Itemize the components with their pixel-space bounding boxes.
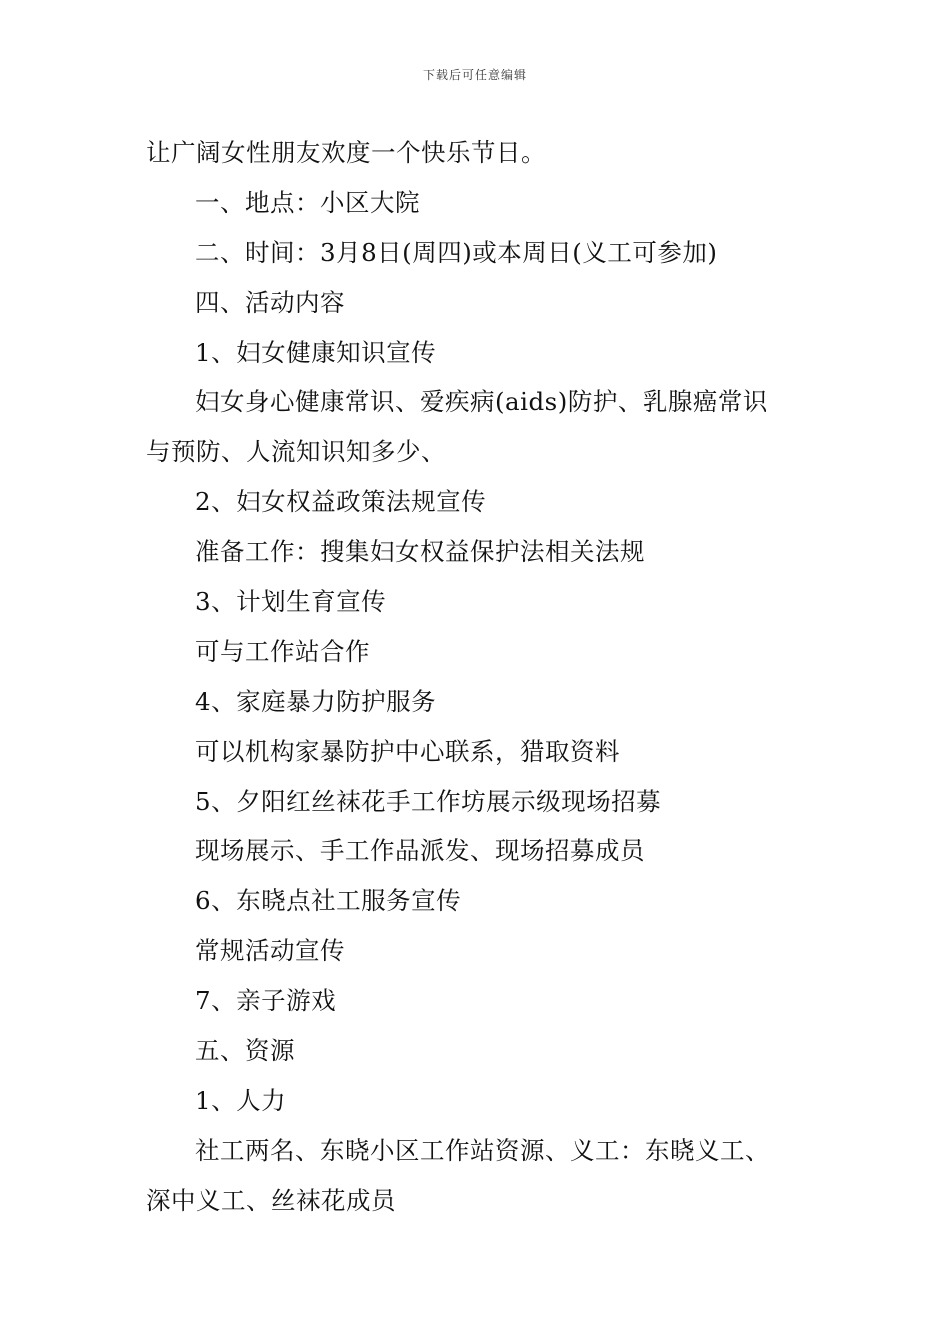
text-line: 可与工作站合作: [195, 636, 370, 666]
text-line: 可以机构家暴防护中心联系，猎取资料: [195, 736, 620, 766]
text-line: 4、家庭暴力防护服务: [195, 686, 437, 716]
text-line: 5、夕阳红丝袜花手工作坊展示级现场招募: [195, 786, 662, 816]
text-line: 社工两名、东晓小区工作站资源、义工：东晓义工、: [195, 1135, 770, 1165]
text-line: 四、活动内容: [195, 287, 345, 317]
text-line: 常规活动宣传: [195, 936, 345, 966]
text-line: 与预防、人流知识知多少、: [146, 437, 446, 467]
page-header-note: 下载后可任意编辑: [422, 68, 527, 82]
text-line: 2、妇女权益政策法规宣传: [195, 487, 487, 517]
text-line: 现场展示、手工作品派发、现场招募成员: [195, 836, 645, 866]
text-line: 3、计划生育宣传: [195, 587, 387, 617]
text-line: 1、妇女健康知识宣传: [195, 337, 437, 367]
text-line: 一、地点：小区大院: [195, 187, 420, 217]
text-line: 1、人力: [195, 1085, 287, 1115]
text-line: 7、亲子游戏: [195, 986, 337, 1016]
text-line: 让广阔女性朋友欢度一个快乐节日。: [146, 138, 546, 167]
document-body: [146, 128, 816, 1226]
text-line: 准备工作：搜集妇女权益保护法相关法规: [195, 537, 645, 567]
text-line: 二、时间：3月8日(周四)或本周日(义工可参加): [195, 237, 718, 267]
text-line: 五、资源: [195, 1036, 295, 1066]
text-line: 深中义工、丝袜花成员: [146, 1185, 396, 1215]
text-line: 6、东晓点社工服务宣传: [195, 886, 462, 916]
text-line: 妇女身心健康常识、爱疾病(aids)防护、乳腺癌常识: [195, 387, 768, 417]
